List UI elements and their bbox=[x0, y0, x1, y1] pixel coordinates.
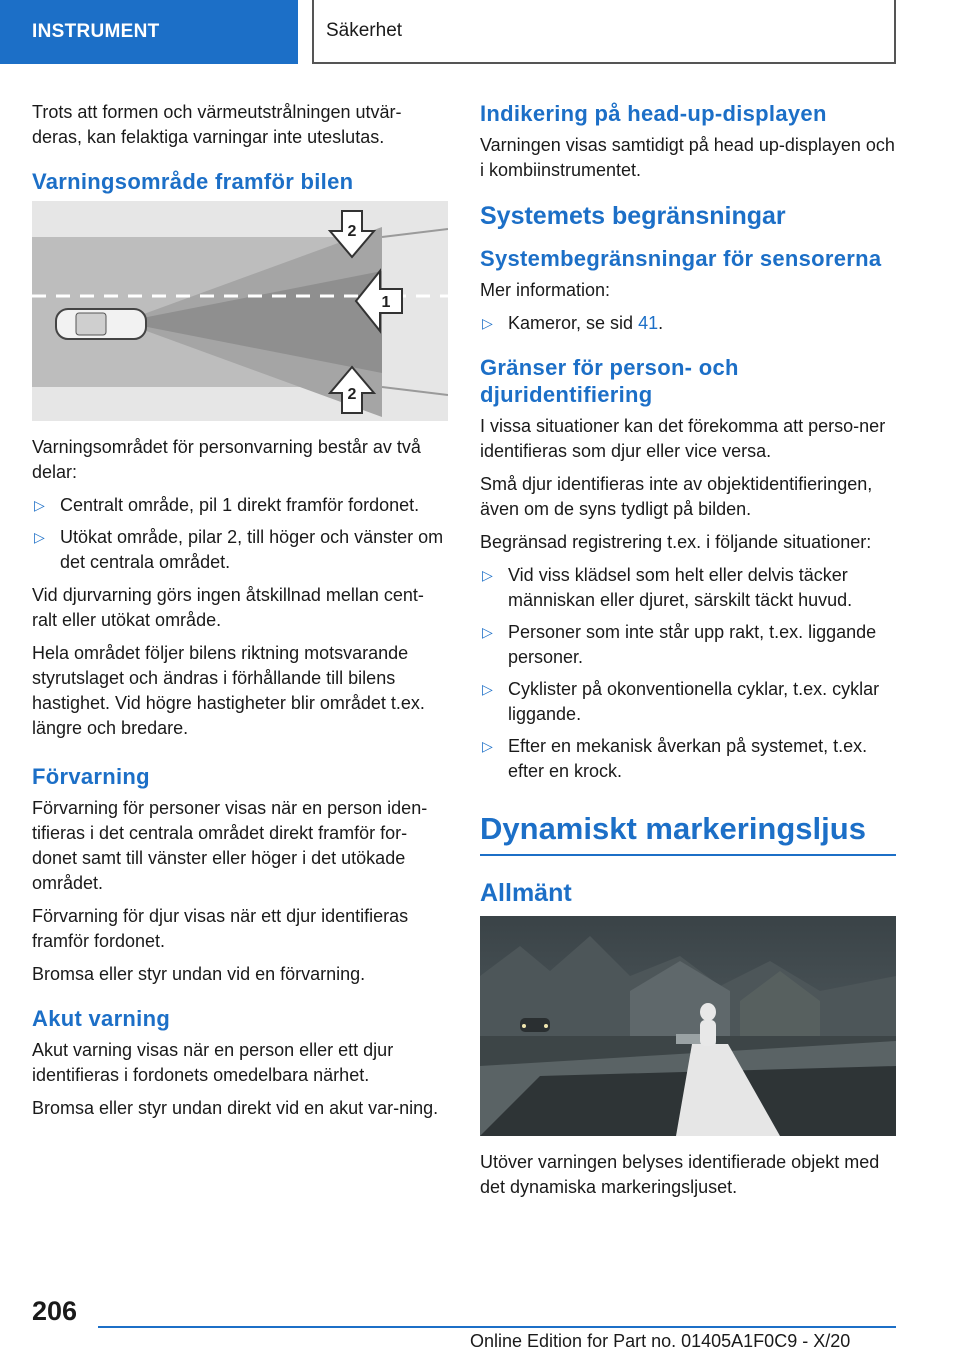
prewarning-paragraph-2: Förvarning för djur visas när ett djur identifieras framför fordonet. bbox=[32, 906, 409, 951]
acute-paragraph-2: Bromsa eller styr undan direkt vid en akut var-ning. bbox=[32, 1098, 439, 1118]
intro-paragraph: Trots att formen och värmeutstrålningen utvär-deras, kan felaktiga varningar inte uteslutas. bbox=[32, 102, 402, 147]
list-item: ▷ Vid viss klädsel som helt eller delvis täcker människan eller djuret, särskilt täckt huvud. bbox=[482, 565, 853, 610]
follow-paragraph: Hela området följer bilens riktning motsvarande styrutslaget och ändras i förhållande till bilens hastighet. Vid högre hastigheter blir området t.ex. längre och bredare. bbox=[32, 643, 425, 738]
list-item: ▷ Centralt område, pil 1 direkt framför fordonet. bbox=[32, 493, 448, 518]
list-item: ▷ Kameror, se sid 41. bbox=[480, 311, 896, 336]
page-number: 206 bbox=[32, 1296, 78, 1326]
area-list bbox=[32, 493, 448, 575]
bullet-triangle-icon: ▷ bbox=[34, 529, 45, 545]
label-area-1: 1 bbox=[381, 294, 391, 311]
bullet-triangle-icon: ▷ bbox=[482, 738, 493, 754]
bullet-triangle-icon: ▷ bbox=[482, 624, 493, 640]
hud-paragraph: Varningen visas samtidigt på head up-displayen och i kombiinstrumentet. bbox=[480, 135, 895, 180]
list-item: ▷ Personer som inte står upp rakt, t.ex. liggande personer. bbox=[482, 622, 877, 667]
heading-hud: Indikering på head-up-displayen bbox=[480, 101, 827, 126]
list-item: ▷ Efter en mekanisk åverkan på systemet, t.ex. efter en krock. bbox=[482, 736, 868, 781]
night-road-illustration bbox=[480, 916, 896, 1136]
header-section-tab: INSTRUMENT bbox=[0, 0, 298, 64]
animal-paragraph: Vid djurvarning görs ingen åtskillnad mellan cent-ralt eller utökat område. bbox=[32, 585, 424, 630]
warning-area-diagram bbox=[32, 201, 448, 421]
sensor-list bbox=[480, 311, 896, 336]
left-column bbox=[32, 100, 448, 1129]
area-description: Varningsområdet för personvarning består av två delar: bbox=[32, 437, 421, 482]
identification-paragraph-2: Små djur identifieras inte av objektidentifieringen, även om de syns tydligt på bilden. bbox=[480, 474, 873, 519]
more-info-label: Mer information: bbox=[480, 280, 611, 300]
heading-sensor-limits: Systembegränsningar för sensorerna bbox=[480, 246, 882, 271]
heading-identification-limits: Gränser för person- och djuridentifiering bbox=[480, 355, 739, 407]
header-topic: Säkerhet bbox=[312, 0, 896, 64]
heading-general: Allmänt bbox=[480, 879, 572, 907]
list-item: ▷ Utökat område, pilar 2, till höger och vänster om det centrala området. bbox=[34, 527, 444, 572]
prewarning-paragraph-1: Förvarning för personer visas när en person iden-tifieras i det centrala området direkt framför for-donet samt till vänster eller höger i det utökade området. bbox=[32, 798, 428, 893]
general-paragraph: Utöver varningen belyses identifierade objekt med det dynamiska markeringsljuset. bbox=[480, 1152, 880, 1197]
prewarning-paragraph-3: Bromsa eller styr undan vid en förvarning. bbox=[32, 964, 366, 984]
page-link-41[interactable]: 41 bbox=[638, 313, 659, 333]
identification-paragraph-3: Begränsad registrering t.ex. i följande situationer: bbox=[480, 532, 872, 552]
label-area-2-top: 2 bbox=[347, 223, 357, 240]
acute-paragraph-1: Akut varning visas när en person eller ett djur identifieras i fordonets omedelbara närhet. bbox=[32, 1040, 394, 1085]
bullet-triangle-icon: ▷ bbox=[482, 567, 493, 583]
heading-dynamic-marking-light: Dynamiskt markeringsljus bbox=[480, 810, 896, 856]
heading-system-limits: Systemets begränsningar bbox=[480, 202, 786, 230]
identification-paragraph-1: I vissa situationer kan det förekomma att perso-ner identifieras som djur eller vice versa. bbox=[480, 416, 886, 461]
footer-rule bbox=[98, 1326, 896, 1328]
bullet-triangle-icon: ▷ bbox=[482, 681, 493, 697]
list-item: ▷ Cyklister på okonventionella cyklar, t.ex. cyklar liggande. bbox=[482, 679, 880, 724]
heading-acute-warning: Akut varning bbox=[32, 1006, 171, 1031]
right-column bbox=[480, 100, 896, 1208]
heading-prewarning: Förvarning bbox=[32, 764, 150, 789]
label-area-2-bottom: 2 bbox=[347, 386, 357, 403]
bullet-triangle-icon: ▷ bbox=[34, 497, 45, 513]
bullet-triangle-icon: ▷ bbox=[482, 315, 493, 331]
identification-list bbox=[480, 563, 896, 784]
heading-warning-area: Varningsområde framför bilen bbox=[32, 169, 354, 194]
footer-edition: Online Edition for Part no. 01405A1F0C9 - X/20 bbox=[470, 1331, 851, 1351]
